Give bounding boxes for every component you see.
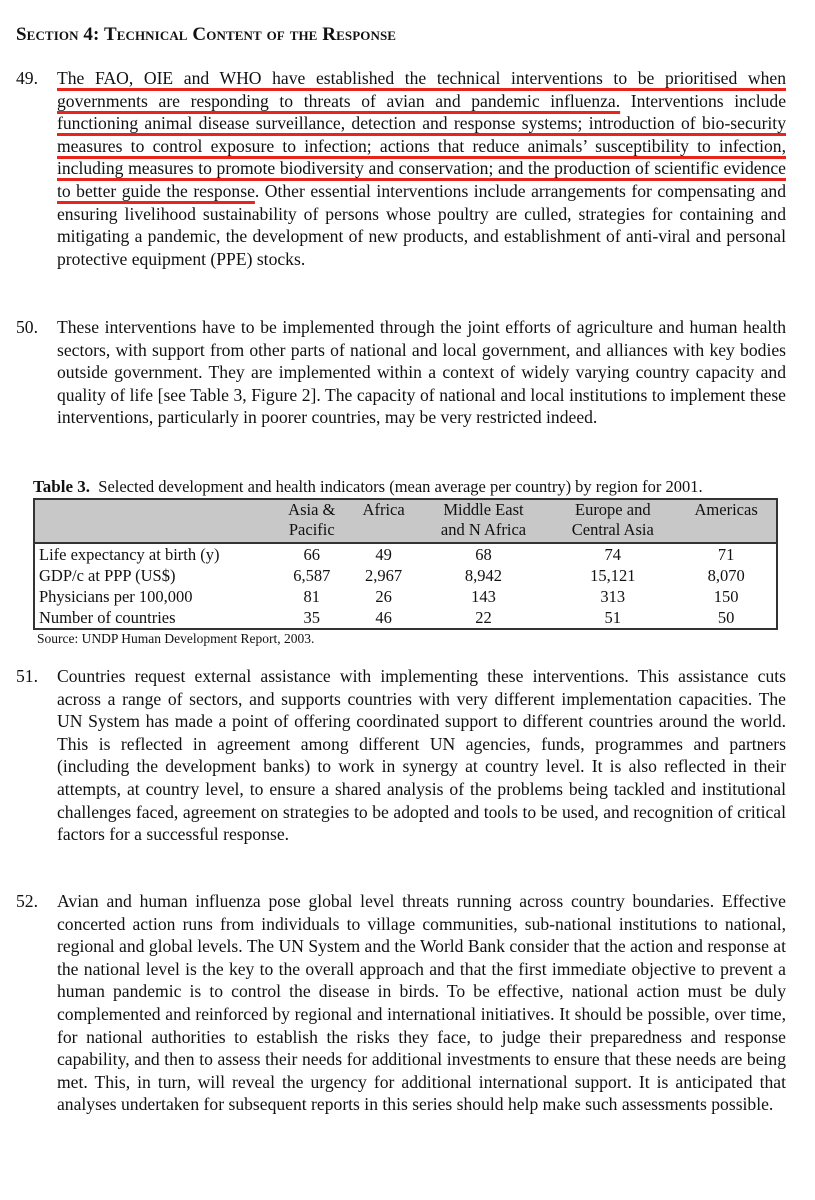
paragraph-52 — [16, 890, 786, 1116]
table-cell: 26 — [375, 587, 392, 606]
table-label: Table 3. — [33, 477, 91, 496]
table-header-row — [34, 499, 777, 543]
paragraph-number: 50. — [16, 317, 38, 337]
table-cell: 143 — [471, 587, 496, 606]
table-caption — [33, 477, 778, 497]
header-cell: Americas — [676, 499, 777, 543]
table-cell: 8,942 — [464, 566, 503, 585]
table-cell: 313 — [600, 587, 626, 606]
paragraph-body — [57, 67, 786, 270]
paragraph-body: Countries request external assistance with implementing these interventions. This assistance cuts across a range of sectors, and supports countries with very different implementation capacities. The UN System has made a point of offering coordinated support to different countries around the world. This is reflected in agreement among different UN agencies, funds, programmes and partners (including the development banks) to work in synergy at country level. It is also reflected in their attempts, at country level, to ensure a shared analysis of the problems being tackled and institutional challenges faced, agreement on strategies to be adopted and tools to be used, and recognition of critical factors for a successful response. — [57, 666, 786, 845]
header-cell: Asia & Pacific — [274, 499, 350, 543]
table-source-note: Source: UNDP Human Development Report, 2003. — [37, 631, 315, 646]
table-cell: 71 — [717, 545, 735, 564]
table-cell: 74 — [604, 545, 622, 564]
plain-text: . Other essential interventions include arrangements for compensating and ensuring livelihood sustainability of persons whose poultry are culled, strategies for containing and mitigating a pandemic, the development of new products, and establishment of anti-viral and personal protective equipment (PPE) stocks. — [57, 180, 786, 269]
table-cell: 46 — [375, 608, 392, 627]
table-cell: 35 — [303, 608, 321, 627]
highlighted-text: functioning animal disease surveillance, detection and response systems; introduction of bio-security measures to control exposure to infection; actions that reduce animals’ susceptibility to infection, including measures to promote biodiversity and conservation; and the production of scientific evidence to better guide the response — [57, 113, 786, 201]
table-cell: 81 — [303, 587, 321, 606]
table-row — [34, 565, 777, 586]
table-cell: 150 — [713, 587, 739, 606]
paragraph-body: Avian and human influenza pose global level threats running across country boundaries. Effective concerted action runs from individuals to village communities, sub-national institutions to national, regional and global levels. The UN System and the World Bank consider that the action and response at the national level is the key to the overall approach and that the first immediate objective to prevent a human pandemic is to control the disease in birds. To be effective, national action must be duly complemented and reinforced by regional and international initiatives. It should be possible, over time, for national authorities to establish the risks they face, to judge their preparedness and response capability, and then to assess their needs for additional investments to ensure that these needs are being met. This, in turn, will reveal the urgency for additional international support. It is anticipated that analyses undertaken for subsequent reports in this series should help make such assessments possible. — [57, 891, 786, 1115]
table-cell: 51 — [604, 608, 622, 627]
paragraph-49 — [16, 67, 786, 270]
row-label: Physicians per 100,000 — [39, 587, 193, 606]
table-cell: 2,967 — [365, 566, 403, 585]
highlighted-text: The FAO, OIE and WHO have established the technical interventions to be prioritised when governments are responding to threats of avian and pandemic influenza. — [57, 68, 786, 111]
plain-text: Interventions include — [620, 90, 787, 111]
paragraph-50 — [16, 316, 786, 429]
table-cell: 8,070 — [707, 566, 745, 585]
table-row — [34, 607, 777, 629]
section-heading: Section 4: Technical Content of the Response — [16, 24, 397, 45]
table-cell: 6,587 — [293, 566, 331, 585]
row-label: Life expectancy at birth (y) — [39, 545, 220, 564]
table-caption-text: Selected development and health indicators (mean average per country) by region for 2001. — [98, 477, 703, 496]
paragraph-number: 51. — [16, 666, 38, 686]
paragraph-number: 52. — [16, 891, 38, 911]
indicators-table — [33, 498, 778, 630]
table-row — [34, 543, 777, 565]
table-cell: 68 — [475, 545, 492, 564]
header-cell: Middle East and N Africa — [418, 499, 550, 543]
paragraph-body: These interventions have to be implemented through the joint efforts of agriculture and human health sectors, with support from other parts of national and local government, and alliances with key bodies outside government. They are implemented within a context of widely varying country capacity and quality of life [see Table 3, Figure 2]. The capacity of national and local institutions to implement these interventions, particularly in poorer countries, may be very restricted indeed. — [57, 317, 786, 428]
header-cell: Africa — [350, 499, 418, 543]
table-cell: 15,121 — [590, 566, 636, 585]
table-row — [34, 586, 777, 607]
paragraph-51 — [16, 665, 786, 846]
table-cell: 66 — [303, 545, 321, 564]
header-cell-empty — [34, 499, 274, 543]
table-3 — [33, 477, 778, 647]
table-cell: 50 — [717, 608, 735, 627]
header-cell: Europe and Central Asia — [549, 499, 676, 543]
table-cell: 49 — [375, 545, 392, 564]
paragraph-number: 49. — [16, 68, 38, 88]
table-cell: 22 — [475, 608, 492, 627]
row-label: Number of countries — [39, 608, 176, 627]
row-label: GDP/c at PPP (US$) — [39, 566, 176, 585]
